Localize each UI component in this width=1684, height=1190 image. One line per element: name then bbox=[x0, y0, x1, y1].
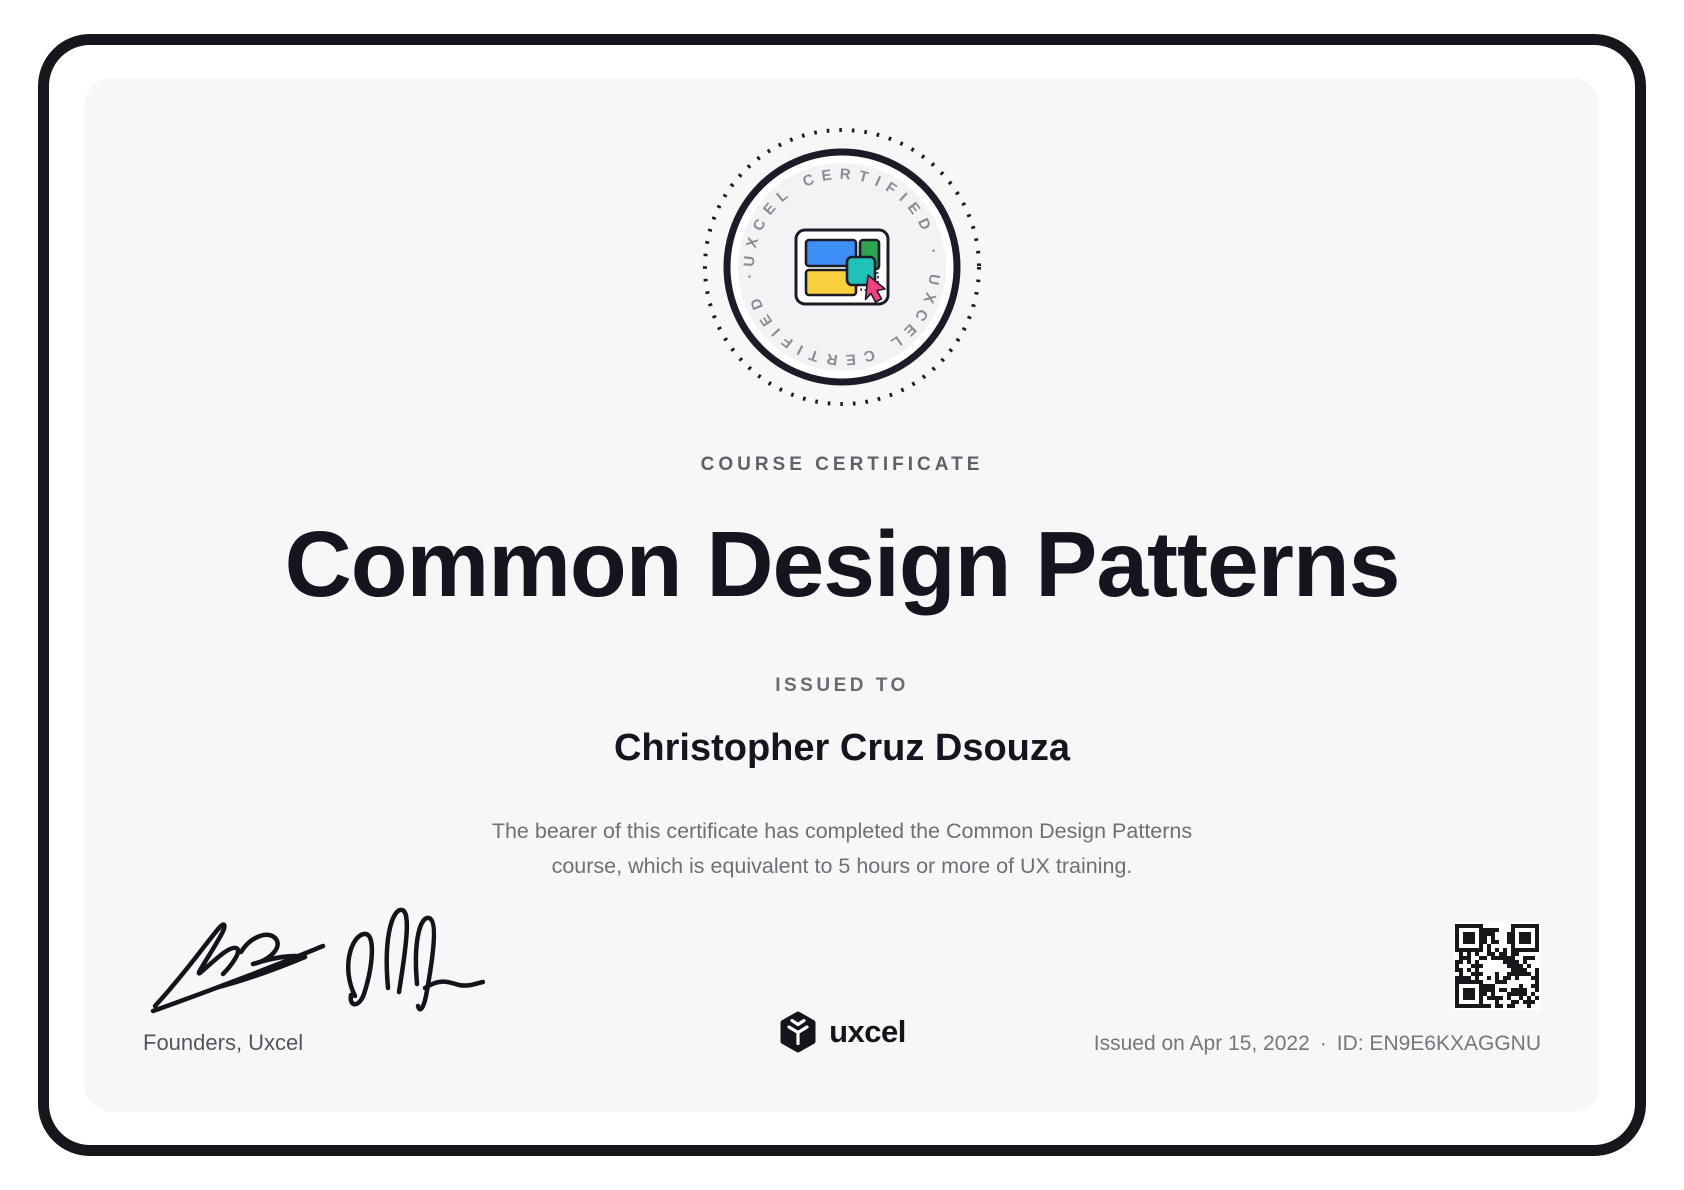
uxcel-wordmark: uxcel bbox=[829, 1014, 906, 1049]
description-line-1: The bearer of this certificate has completed the Common Design Patterns bbox=[491, 819, 1193, 843]
issued-separator: · bbox=[1319, 1032, 1327, 1055]
uxcel-app-logo-icon bbox=[796, 230, 888, 304]
seal-ring-text: UXCEL CERTIFIED · UXCEL CERTIFIED · bbox=[740, 165, 944, 369]
description-line-2: course, which is equivalent to 5 hours or more of UX training. bbox=[551, 854, 1133, 878]
uxcel-cube-icon bbox=[778, 1011, 818, 1053]
issued-line bbox=[1094, 1032, 1541, 1056]
qr-code bbox=[1453, 922, 1541, 1010]
recipient-name: Christopher Cruz Dsouza bbox=[613, 727, 1071, 769]
signature-block bbox=[143, 884, 778, 1056]
signatory-label: Founders, Uxcel bbox=[143, 1030, 304, 1055]
uxcel-certified-seal bbox=[701, 126, 983, 408]
founder-signatures bbox=[145, 884, 485, 1022]
uxcel-brand bbox=[778, 1011, 906, 1056]
issue-info-block bbox=[906, 922, 1541, 1056]
certificate-panel bbox=[85, 78, 1599, 1112]
issued-date: Issued on Apr 15, 2022 bbox=[1093, 1032, 1310, 1055]
certificate-description bbox=[492, 814, 1192, 884]
issued-to-label: ISSUED TO bbox=[775, 675, 909, 696]
signature-2 bbox=[348, 910, 483, 1009]
course-certificate-kicker: COURSE CERTIFICATE bbox=[700, 454, 984, 475]
certificate-footer bbox=[143, 884, 1541, 1056]
signature-1 bbox=[153, 925, 323, 1011]
course-title: Common Design Patterns bbox=[284, 512, 1400, 616]
certificate-id: ID: EN9E6KXAGGNU bbox=[1336, 1032, 1541, 1055]
